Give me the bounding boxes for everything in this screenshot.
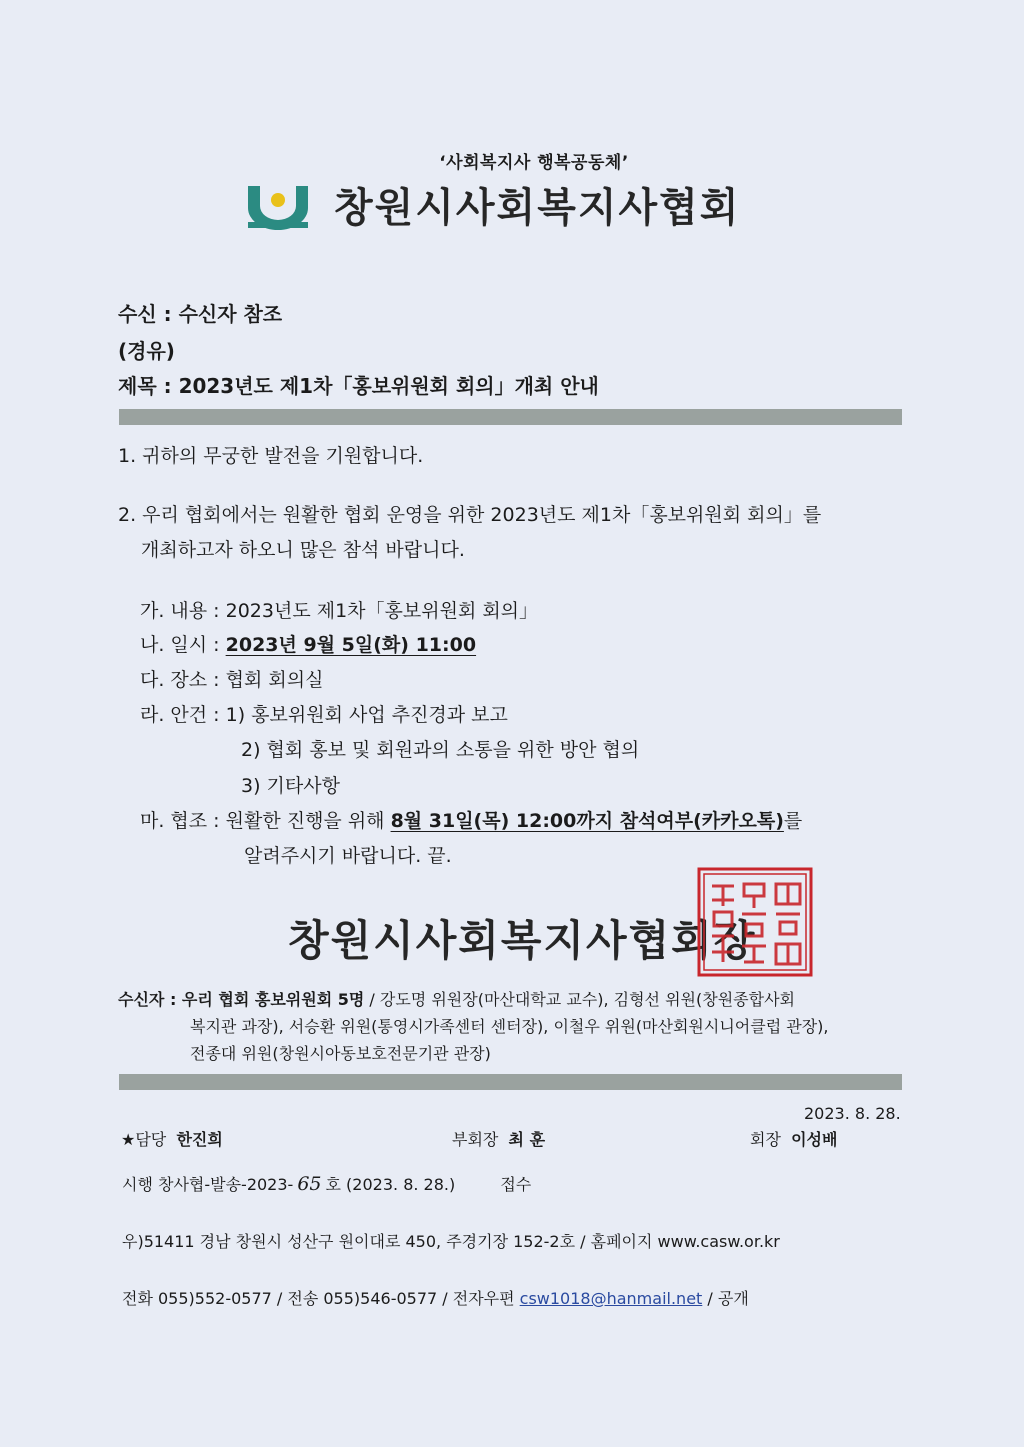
enforcement-suffix: 호 (2023. 8. 28.) — [325, 1175, 456, 1194]
detail-coop-pre: 원활한 진행을 위해 — [225, 810, 391, 832]
detail-datetime-value: 2023년 9월 5일(화) 11:00 — [225, 634, 477, 656]
subject-line: 제목 : 2023년도 제1차「홍보위원회 회의」개최 안내 — [118, 374, 599, 398]
detail-content — [140, 596, 538, 623]
association-logo-icon — [246, 184, 310, 230]
detail-place-value: 협회 회의실 — [225, 669, 324, 691]
manager-name: 한진희 — [176, 1130, 223, 1149]
contact-disclosure: / 공개 — [702, 1289, 749, 1308]
recipients-line3: 전종대 위원(창원시아동보호전문기관 관장) — [190, 1044, 491, 1063]
detail-cooperation — [140, 806, 802, 833]
vice-president-block — [452, 1127, 545, 1150]
body-item-2-line2: 개최하고자 하오니 많은 참석 바랍니다. — [141, 539, 465, 561]
detail-content-value: 2023년도 제1차「홍보위원회 회의」 — [225, 600, 539, 622]
detail-agenda-label: 라. 안건 : — [140, 704, 226, 726]
recipients-label: 수신자 : — [118, 990, 182, 1009]
detail-datetime-label: 나. 일시 : — [140, 634, 226, 656]
detail-content-label: 가. 내용 : — [140, 600, 226, 622]
email-link[interactable]: csw1018@hanmail.net — [519, 1289, 703, 1308]
president-name: 이성배 — [791, 1130, 838, 1149]
via-line: (경유) — [118, 339, 175, 363]
divider-bottom — [119, 1074, 902, 1090]
detail-coop-line2: 알려주시기 바랍니다. 끝. — [244, 845, 452, 867]
enforcement-number: 65 — [297, 1173, 322, 1195]
agenda-item: 1) 홍보위원회 사업 추진경과 보고 — [225, 704, 508, 726]
tagline: ‘사회복지사 행복공동체’ — [439, 153, 629, 173]
address-line: 우)51411 경남 창원시 성산구 원이대로 450, 주경기장 152-2호 / 홈페이지 www.casw.or.kr — [122, 1232, 780, 1251]
president-label: 회장 — [750, 1130, 781, 1149]
signature-title: 창원시사회복지사협회장 — [288, 916, 757, 965]
body-item-2-line1: 2. 우리 협회에서는 원활한 협회 운영을 위한 2023년도 제1차「홍보위원회 회의」를 — [118, 504, 822, 526]
recipient-line: 수신 : 수신자 참조 — [118, 302, 283, 326]
vice-president-name: 최 훈 — [508, 1130, 546, 1149]
vice-president-label: 부회장 — [452, 1130, 499, 1149]
president-block — [750, 1127, 837, 1150]
document-date: 2023. 8. 28. — [804, 1104, 901, 1123]
detail-coop-deadline: 8월 31일(목) 12:00까지 참석여부(카카오톡) — [390, 810, 784, 832]
contact-phone-fax: 전화 055)552-0577 / 전송 055)546-0577 / 전자우편 — [122, 1289, 520, 1308]
agenda-item: 3) 기타사항 — [241, 775, 340, 797]
body-item-1: 1. 귀하의 무궁한 발전을 기원합니다. — [118, 445, 424, 467]
agenda-item: 2) 협회 홍보 및 회원과의 소통을 위한 방안 협의 — [241, 739, 640, 761]
manager-block — [121, 1127, 223, 1150]
detail-agenda — [140, 700, 508, 727]
enforcement-prefix: 시행 창사협-발송-2023- — [122, 1175, 294, 1194]
divider-top — [119, 409, 902, 425]
receipt-label: 접수 — [500, 1175, 532, 1194]
official-seal-icon — [696, 866, 814, 978]
detail-place-label: 다. 장소 : — [140, 669, 226, 691]
detail-coop-post: 를 — [783, 810, 803, 832]
recipients-group: 우리 협회 홍보위원회 5명 — [181, 990, 365, 1009]
recipients-line2: 복지관 과장), 서승환 위원(통영시가족센터 센터장), 이철우 위원(마산회원시니어클럽 관장), — [190, 1017, 829, 1036]
enforcement-line — [122, 1172, 531, 1195]
detail-coop-label: 마. 협조 : — [140, 810, 226, 832]
org-title: 창원시사회복지사협회 — [334, 185, 741, 231]
recipients-list-1: / 강도명 위원장(마산대학교 교수), 김형선 위원(창원종합사회 — [364, 990, 795, 1009]
manager-label: ★담당 — [121, 1130, 167, 1149]
detail-datetime — [140, 630, 476, 657]
recipients-line1 — [118, 987, 795, 1010]
detail-place — [140, 665, 323, 692]
contact-line — [122, 1286, 749, 1309]
